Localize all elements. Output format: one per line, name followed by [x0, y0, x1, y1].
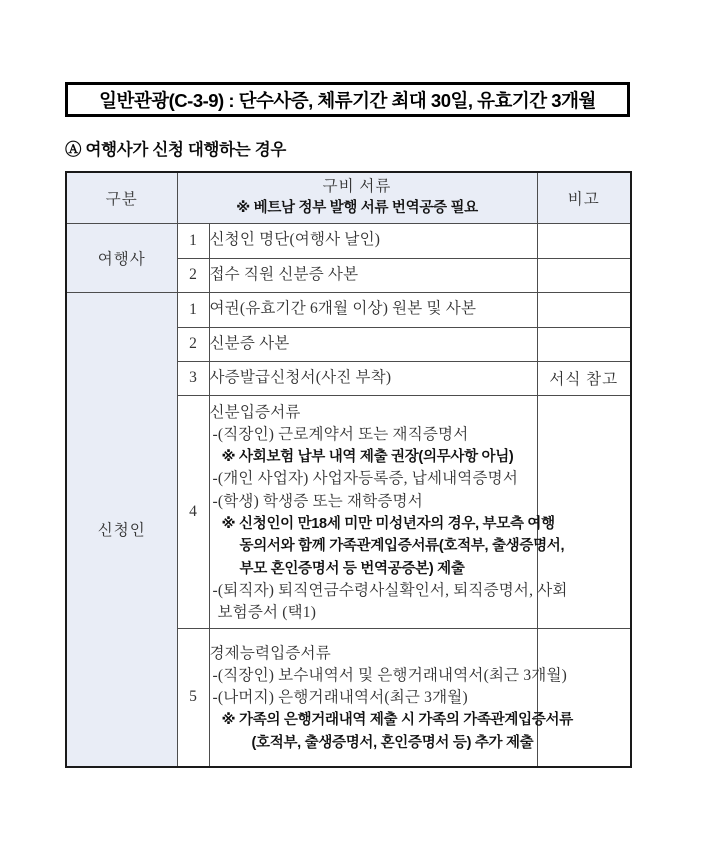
- table-row: [66, 292, 631, 327]
- doc-line: 여권(유효기간 6개월 이상) 원본 및 사본: [209, 300, 477, 318]
- doc-line: -(직장인) 근로계약서 또는 재직증명서: [212, 425, 469, 443]
- doc-line: 동의서와 함께 가족관계입증서류(호적부, 출생증명서,: [239, 538, 565, 555]
- doc-line: ※ 신청인이 만18세 미만 미성년자의 경우, 부모측 여행: [221, 515, 555, 532]
- row-number: 2: [177, 258, 209, 292]
- note-cell: [537, 292, 631, 327]
- doc-line: 부모 혼인증명서 등 번역공증본) 제출: [239, 560, 465, 577]
- note-cell: 서식 참고: [537, 361, 631, 395]
- doc-line: 사증발급신청서(사진 부착): [209, 368, 392, 386]
- section-heading: Ⓐ 여행사가 신청 대행하는 경우: [65, 141, 287, 159]
- documents-note: ※ 베트남 정부 발행 서류 번역공증 필요: [236, 199, 478, 216]
- group-cell-applicant: 신청인: [66, 292, 177, 767]
- doc-cell: [209, 628, 573, 767]
- row-number: 1: [177, 292, 209, 327]
- table-header-row: [66, 172, 631, 223]
- doc-line: 신청인 명단(여행사 날인): [209, 231, 381, 249]
- doc-line: ※ 사회보험 납부 내역 제출 권장(의무사항 아님): [221, 449, 514, 466]
- note-cell: [537, 258, 631, 292]
- doc-line: -(퇴직자) 퇴직연금수령사실확인서, 퇴직증명서, 사회: [212, 581, 568, 599]
- doc-line: 신분증 사본: [209, 334, 290, 352]
- note-cell: [537, 628, 631, 767]
- note-cell: [537, 327, 631, 361]
- group-cell-travel-agency: 여행사: [66, 223, 177, 292]
- row-number: 1: [177, 223, 209, 258]
- doc-line: -(직장인) 보수내역서 및 은행거래내역서(최근 3개월): [212, 666, 568, 684]
- documents-title: 구비 서류: [322, 177, 392, 195]
- requirements-table: [65, 171, 632, 768]
- title-box: [65, 82, 630, 117]
- document-content: [65, 82, 630, 768]
- doc-line: ※ 가족의 은행거래내역 제출 시 가족의 가족관계입증서류: [221, 712, 573, 729]
- doc-cell: [209, 258, 537, 292]
- table-row: [66, 223, 631, 258]
- note-cell: [537, 223, 631, 258]
- doc-cell: [209, 292, 537, 327]
- row-number: 5: [177, 628, 209, 767]
- doc-line: -(학생) 학생증 또는 재학증명서: [212, 492, 423, 510]
- doc-line: 보험증서 (택1): [217, 604, 317, 622]
- doc-line: -(나머지) 은행거래내역서(최근 3개월): [212, 689, 468, 707]
- doc-cell: [209, 395, 568, 628]
- header-documents: [177, 172, 537, 223]
- doc-line: 접수 직원 신분증 사본: [209, 265, 359, 283]
- row-number: 3: [177, 361, 209, 395]
- doc-cell: [209, 223, 537, 258]
- doc-line: (호적부, 출생증명서, 혼인증명서 등) 추가 제출: [251, 734, 534, 751]
- header-remark: 비고: [537, 172, 631, 223]
- row-number: 4: [177, 395, 209, 628]
- doc-line: 경제능력입증서류: [209, 644, 331, 662]
- doc-line: -(개인 사업자) 사업자등록증, 납세내역증명서: [212, 470, 518, 488]
- doc-cell: [209, 327, 537, 361]
- doc-line: 신분입증서류: [209, 403, 301, 421]
- page-title: 일반관광(C-3-9) : 단수사증, 체류기간 최대 30일, 유효기간 3개월: [99, 89, 596, 111]
- row-number: 2: [177, 327, 209, 361]
- header-category: 구분: [66, 172, 177, 223]
- doc-cell: [209, 361, 537, 395]
